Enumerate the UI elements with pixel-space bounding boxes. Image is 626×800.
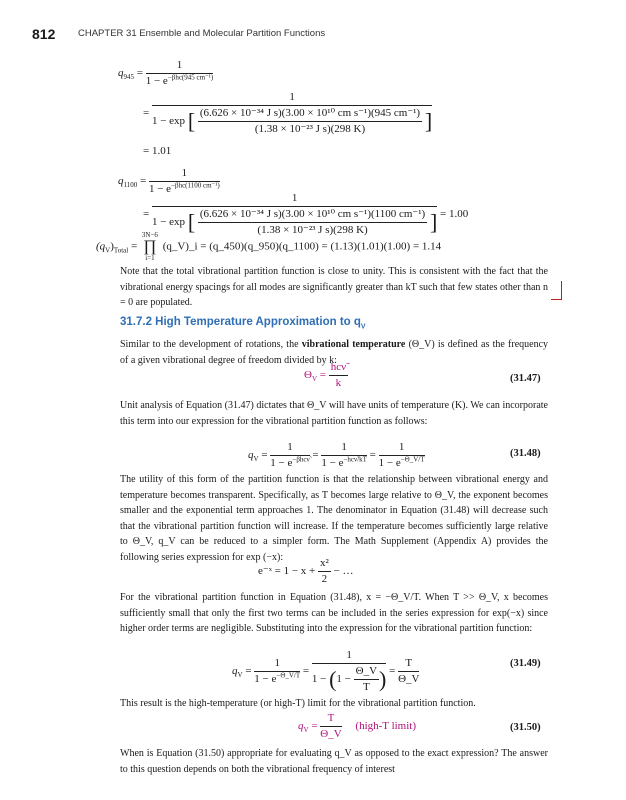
- section-heading: 31.7.2 High Temperature Approximation to $q_V$: [120, 316, 366, 331]
- equation-31-48: $q_V$ = $\frac{1}{1 - e^{-\beta hc\nũ}}$ = $\frac{1}{1 - e^{-hc\nũ/kT}}$ = $\frac{1}{1 - e^{-\Theta\_V/T}}$: [248, 441, 425, 469]
- equation-total: $(q_V)_{Total}$ = 3N−6 ∏ i=1 (q_V)_i = (q_450)(q_950)(q_1100) = (1.13)(1.01)(1.00) = 1.14: [96, 231, 442, 262]
- paragraph-utility: The utility of this form of the partition function is that the relationship between vibrational energy and temperature becomes transparent. Specifically, as T becomes large relative to Θ_V, the exponent becomes smaller and the exponential term approaches 1. The denominator in Equation (31.48) will decrease such that the vibrational partition function will increase. If the temperature becomes sufficiently large relative to Θ_V, q_V can be reduced to a simpler form. The Math Supplement (Appendix A) provides the following series expression for exp (−x):: [120, 474, 548, 563]
- equation-number-31-50: (31.50): [510, 722, 541, 733]
- equation-q945-expanded: = 1 1 − exp [ $\frac{\text{(6.626 × 10⁻³⁴ J s)(3.00 × 10¹⁰ cm s⁻¹)(945 cm⁻¹)}}{\text{(1.38 × 10⁻²³ J s)(298 K)}}$ ]: [143, 91, 433, 135]
- equation-number-31-49: (31.49): [510, 658, 541, 669]
- page-number: 812: [32, 26, 56, 42]
- paragraph-unit-analysis: Unit analysis of Equation (31.47) dictates that Θ_V will have units of temperature (K). We can incorporate this term into our expression for the vibrational partition function as follows:: [120, 400, 548, 427]
- equation-q945: $q_{945}$ = $\frac{1}{1 - e^{-\beta hc(945 cm^{-1})}}$: [118, 59, 214, 87]
- equation-31-50: $q_V$ = $\frac{T}{\Theta\_V}$ (high-T limit): [298, 712, 417, 740]
- paragraph-substitution: For the vibrational partition function in Equation (31.48), x = −Θ_V/T. When T >> Θ_V, x becomes sufficiently small that only the first two terms can be included in the series expression for exp(−x) since higher order terms are negligible. Substituting into the expression for the vibrational partition function:: [120, 592, 548, 635]
- equation-series: e⁻ˣ = 1 − x + $\frac{\text{x²}}{2}$ − …: [258, 557, 354, 585]
- equation-number-31-47: (31.47): [510, 373, 541, 384]
- result-945: = 1.01: [143, 145, 172, 157]
- paragraph-high-t: This result is the high-temperature (or high-T) limit for the vibrational partition function.: [120, 698, 476, 709]
- equation-31-49: $q_V$ = $\frac{1}{1 - e^{-\Theta\_V/T}}$ = 1 1 − (1 − $\frac{\Theta\_V}{T}$ ) = $\frac{T}{\Theta\_V}$: [232, 649, 420, 693]
- chapter-title: CHAPTER 31 Ensemble and Molecular Partition Functions: [78, 28, 326, 39]
- equation-q1100: [118, 152, 124, 163]
- paragraph-note: Note that the total vibrational partition function is close to unity. This is consistent with the fact that the vibrational energy spacings for all modes are significantly greater than kT such that few states other than n = 0 are populated.: [120, 266, 548, 309]
- equation-q1100-lhs: $q_{1100}$ = $\frac{1}{1 - e^{-\beta hc(1100 cm^{-1})}}$: [118, 167, 220, 195]
- paragraph-question: When is Equation (31.50) appropriate for evaluating q_V as opposed to the exact expression? The answer to this question depends on both the vibrational frequency of interest: [120, 748, 548, 775]
- corner-mark: [551, 281, 562, 300]
- equation-number-31-48: (31.48): [510, 448, 541, 459]
- equation-q1100-expanded: = 1 1 − exp [ $\frac{\text{(6.626 × 10⁻³⁴ J s)(3.00 × 10¹⁰ cm s⁻¹)(1100 cm⁻¹)}}{\text{(1.38 × 10⁻²³ J s)(298 K)}}$ ] = 1.00: [143, 192, 469, 236]
- paragraph-vib-temp: Similar to the development of rotations, the vibrational temperature (Θ_V) is defined as the frequency of a given vibrational degree of freedom divided by k:: [120, 339, 549, 366]
- equation-31-47: $\Theta_V$ = $\frac{\text{hcν̃}}{k}$: [304, 361, 347, 389]
